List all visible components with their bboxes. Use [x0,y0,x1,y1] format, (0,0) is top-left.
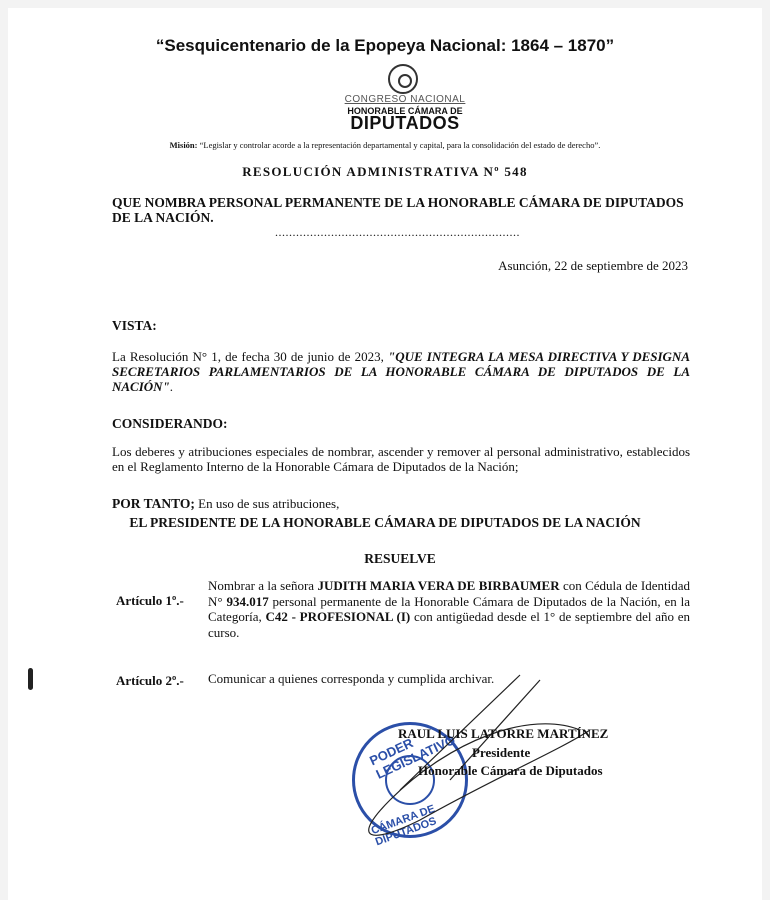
a1-name: JUDITH MARIA VERA DE BIRBAUMER [317,578,560,593]
por-tanto [112,496,339,512]
logo-diputados: DIPUTADOS [350,113,460,133]
presidente-line: EL PRESIDENTE DE LA HONORABLE CÁMARA DE DIPUTADOS DE LA NACIÓN [129,515,641,530]
article-1-label: Artículo 1º.- [116,593,184,608]
article-2-text: Comunicar a quienes corresponda y cumplida archivar. [208,671,495,686]
resuelve: RESUELVE [364,551,436,566]
a1-t2: con Cédula de Identidad N° [208,578,690,609]
signatory-name: RAUL LUIS LATORRE MARTÍNEZ [398,726,609,741]
a1-ci: 934.017 [226,593,269,609]
vista-text-c: . [169,379,174,394]
a1-t1: Nombrar a la señora [208,578,318,593]
vista-text [112,349,690,394]
por-tanto-text: En uso de sus atribuciones, [194,496,340,511]
por-tanto-heading: POR TANTO; [112,496,195,511]
article-2-label: Artículo 2º.- [116,673,184,688]
a1-t4: con antigüedad desde el 1° de septiembre del año en curso. [208,609,690,640]
mission-label: Misión: [169,140,198,150]
signatory-role: Presidente [472,745,531,760]
seal-logo-icon [388,64,418,94]
stamp-bottom-text: CÁMARA DE DIPUTADOS [369,802,439,849]
a1-t3: personal permanente de la Honorable Cámara de Diputados de la Nación, en la Categoría, [208,593,691,624]
considerando-heading: CONSIDERANDO: [112,416,228,431]
motto: “Sesquicentenario de la Epopeya Nacional: 1864 – 1870” [155,36,615,55]
stamp-top-text: PODER LEGISLATIVO [367,732,458,782]
mission-statement [0,140,770,150]
signatory-institution: Honorable Cámara de Diputados [418,763,603,778]
logo-congreso: CONGRESO NACIONAL [344,94,466,105]
dotted-separator: ...................................................................... [275,225,520,239]
mission-text: “Legislar y controlar acorde a la representación departamental y capital, para la consolidación del estado de derecho”. [197,140,601,150]
resolution-subject: QUE NOMBRA PERSONAL PERMANENTE DE LA HONORABLE CÁMARA DE DIPUTADOS DE LA NACIÓN. [112,195,684,225]
considerando-text: Los deberes y atribuciones especiales de nombrar, ascender y remover al personal administrativo, establecidos en el Reglamento Interno de la Honorable Cámara de Diputados de la Nación; [112,444,690,474]
vista-quote: "QUE INTEGRA LA MESA DIRECTIVA Y DESIGNA SECRETARIOS PARLAMENTARIOS DE LA HONORABLE CÁMARA DE DIPUTADOS DE LA NACIÓN" [112,349,690,394]
vista-text-a: La Resolución N° 1, de fecha 30 de junio de 2023, [112,349,388,364]
resolution-title: RESOLUCIÓN ADMINISTRATIVA Nº 548 [242,164,528,179]
date: Asunción, 22 de septiembre de 2023 [498,258,688,273]
article-1-text [208,578,690,640]
a1-category: C42 - PROFESIONAL (I) [265,609,411,624]
vista-heading: VISTA: [112,318,157,333]
scan-mark [28,668,33,690]
logo-honorable: HONORABLE CÁMARA DE [347,106,463,116]
